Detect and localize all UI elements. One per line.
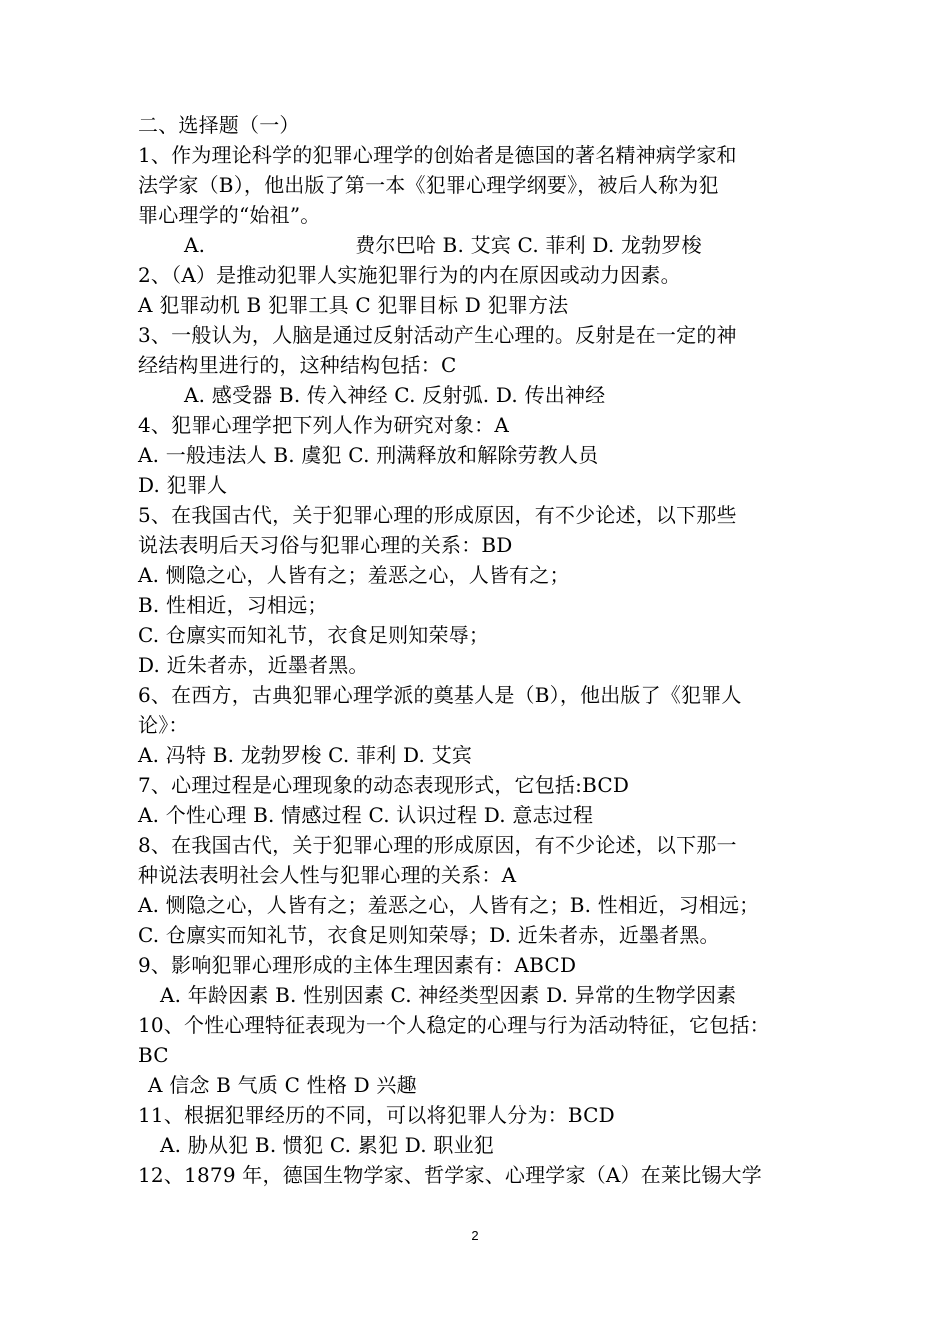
question-5-option-a: A. 恻隐之心，人皆有之；羞恶之心，人皆有之；	[138, 563, 570, 587]
question-1-option-text: 费尔巴哈 B. 艾宾 C. 菲利 D. 龙勃罗梭	[355, 233, 702, 257]
question-12-line-1: 12、1879 年，德国生物学家、哲学家、心理学家（A）在莱比锡大学	[138, 1163, 762, 1187]
question-11: 11、根据犯罪经历的不同，可以将犯罪人分为：BCD	[138, 1103, 615, 1127]
question-4-options-line-2: D. 犯罪人	[138, 473, 228, 497]
question-1-line-2: 法学家（B），他出版了第一本《犯罪心理学纲要》，被后人称为犯	[138, 173, 719, 197]
question-2: 2、（A）是推动犯罪人实施犯罪行为的内在原因或动力因素。	[138, 263, 681, 287]
question-3-line-1: 3、一般认为，人脑是通过反射活动产生心理的。反射是在一定的神	[138, 323, 737, 347]
question-1-line-1: 1、作为理论科学的犯罪心理学的创始者是德国的著名精神病学家和	[138, 143, 737, 167]
question-10-options: A 信念 B 气质 C 性格 D 兴趣	[148, 1073, 417, 1097]
question-11-options: A. 胁从犯 B. 惯犯 C. 累犯 D. 职业犯	[160, 1133, 494, 1157]
question-6-options: A. 冯特 B. 龙勃罗梭 C. 菲利 D. 艾宾	[138, 743, 472, 767]
question-8-line-1: 8、在我国古代，关于犯罪心理的形成原因，有不少论述，以下那一	[138, 833, 737, 857]
question-1-options	[138, 230, 828, 260]
question-6-line-1: 6、在西方，古典犯罪心理学派的奠基人是（B），他出版了《犯罪人	[138, 683, 742, 707]
question-8-options-line-1: A. 恻隐之心，人皆有之；羞恶之心，人皆有之；B. 性相近，习相远；	[138, 893, 760, 917]
question-9-options: A. 年龄因素 B. 性别因素 C. 神经类型因素 D. 异常的生物学因素	[160, 983, 737, 1007]
question-7: 7、心理过程是心理现象的动态表现形式，它包括:BCD	[138, 773, 630, 797]
question-10-line-2: BC	[138, 1043, 169, 1067]
question-5-line-1: 5、在我国古代，关于犯罪心理的形成原因，有不少论述，以下那些	[138, 503, 737, 527]
question-1-line-3: 罪心理学的“始祖”。	[138, 203, 321, 227]
section-heading: 二、选择题（一）	[138, 113, 300, 137]
question-5-option-b: B. 性相近，习相远；	[138, 593, 328, 617]
question-5-line-2: 说法表明后天习俗与犯罪心理的关系：BD	[138, 533, 513, 557]
question-1-option-a-label: A.	[184, 233, 206, 257]
page-number: 2	[471, 1228, 479, 1243]
question-6-line-2: 论》：	[138, 713, 189, 737]
question-3-line-2: 经结构里进行的，这种结构包括：C	[138, 353, 457, 377]
question-5-option-d: D. 近朱者赤，近墨者黑。	[138, 653, 369, 677]
question-9: 9、影响犯罪心理形成的主体生理因素有：ABCD	[138, 953, 577, 977]
question-5-option-c: C. 仓廪实而知礼节，衣食足则知荣辱；	[138, 623, 490, 647]
question-8-options-line-2: C. 仓廪实而知礼节，衣食足则知荣辱；D. 近朱者赤，近墨者黑。	[138, 923, 720, 947]
question-2-options: A 犯罪动机 B 犯罪工具 C 犯罪目标 D 犯罪方法	[138, 293, 569, 317]
question-8-line-2: 种说法表明社会人性与犯罪心理的关系：A	[138, 863, 517, 887]
question-7-options: A. 个性心理 B. 情感过程 C. 认识过程 D. 意志过程	[138, 803, 594, 827]
question-4-options-line-1: A. 一般违法人 B. 虞犯 C. 刑满释放和解除劳教人员	[138, 443, 599, 467]
question-10-line-1: 10、个性心理特征表现为一个人稳定的心理与行为活动特征，它包括：	[138, 1013, 770, 1037]
question-3-options: A. 感受器 B. 传入神经 C. 反射弧. D. 传出神经	[184, 383, 606, 407]
document-body	[138, 110, 828, 1190]
question-4: 4、犯罪心理学把下列人作为研究对象：A	[138, 413, 509, 437]
